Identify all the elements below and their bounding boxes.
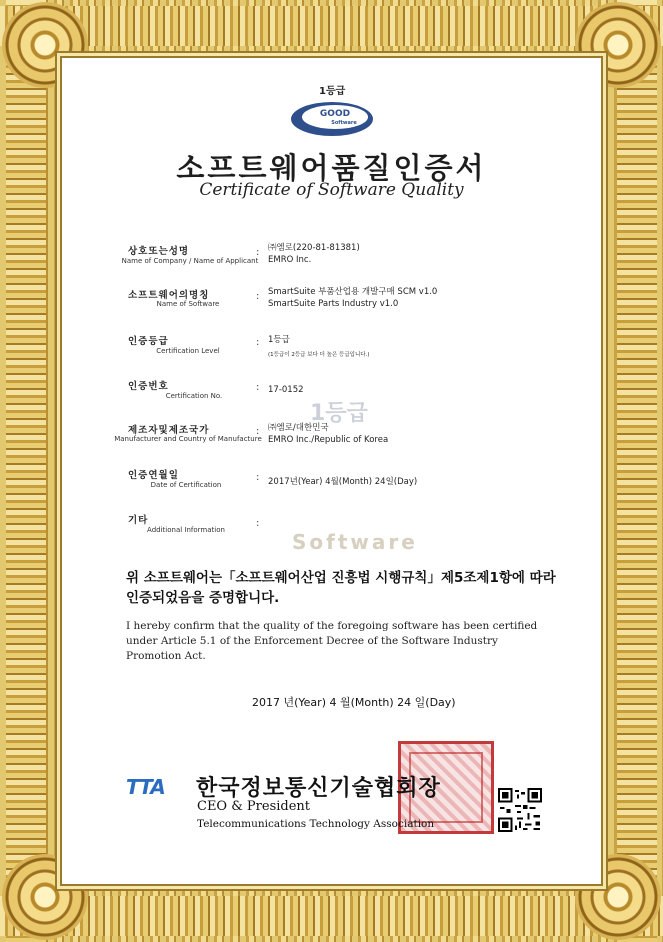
ceo-title: CEO & President xyxy=(197,799,311,814)
border-top-band xyxy=(0,6,663,46)
logo-main-text: GOOD xyxy=(319,109,351,119)
border-right-band xyxy=(617,0,657,942)
field-label-kr: 제조자및제조국가 xyxy=(128,425,210,436)
issue-date: 2017 년(Year) 4 월(Month) 24 일(Day) xyxy=(252,696,456,709)
field-value-note: (1등급이 2등급 보다 더 높은 등급입니다.) xyxy=(268,352,370,358)
field-value: 17-0152 xyxy=(268,385,304,395)
border-left-band xyxy=(6,0,46,942)
field-label-en: Date of Certification xyxy=(150,481,222,489)
grade-label: 1등급 xyxy=(319,86,346,97)
statement-english: I hereby confirm that the quality of the foregoing software has been certified under Article 5.1 of the Enforcement Decree of the Software Industry Promotion Act. xyxy=(126,620,538,662)
field-label-en: Certification No. xyxy=(165,392,223,400)
colon: : xyxy=(256,247,260,258)
title-english: Certificate of Software Quality xyxy=(199,180,464,200)
border-bottom-band xyxy=(0,896,663,936)
colon: : xyxy=(256,518,260,529)
title-korean: 소프트웨어품질인증서 xyxy=(176,151,487,185)
statement-korean: 위 소프트웨어는「소프트웨어산업 진흥법 시행규칙」제5조제1항에 따라 인증되었음을 증명합니다. xyxy=(126,570,556,606)
field-value: ㈜엠로/대한민국 xyxy=(268,423,329,433)
field-value: 1등급 xyxy=(268,335,290,345)
field-value: ㈜엠로(220-81-81381) xyxy=(268,243,360,253)
logo-sub-text: Software xyxy=(331,120,357,126)
field-label-en: Manufacturer and Country of Manufacture xyxy=(114,435,262,443)
colon: : xyxy=(256,291,260,302)
colon: : xyxy=(256,382,260,393)
field-label-kr: 인증번호 xyxy=(128,381,169,392)
colon: : xyxy=(256,426,260,437)
colon: : xyxy=(256,472,260,483)
field-label-kr: 소프트웨어의명칭 xyxy=(128,290,210,301)
field-value: SmartSuite Parts Industry v1.0 xyxy=(268,299,399,309)
field-value: EMRO Inc. xyxy=(268,255,312,265)
field-value: EMRO Inc./Republic of Korea xyxy=(268,435,389,445)
field-label-kr: 인증등급 xyxy=(128,336,169,347)
field-label-en: Certification Level xyxy=(156,347,220,355)
field-label-kr: 인증연월일 xyxy=(128,470,179,481)
field-label-en: Name of Company / Name of Applicant xyxy=(121,257,259,265)
field-label-kr: 상호또는성명 xyxy=(128,246,190,257)
software-watermark: Software xyxy=(292,530,418,554)
qr-code-icon xyxy=(498,788,542,832)
organization-name-english: Telecommunications Technology Association xyxy=(197,818,435,830)
grade-stamp-watermark: 1등급 xyxy=(310,401,368,426)
field-label-en: Additional Information xyxy=(147,526,225,534)
tta-logo: TTA xyxy=(126,775,165,799)
colon: : xyxy=(256,337,260,348)
field-value: SmartSuite 부품산업용 개발구매 SCM v1.0 xyxy=(268,287,438,297)
field-value: 2017년(Year) 4월(Month) 24일(Day) xyxy=(268,477,418,487)
field-label-kr: 기타 xyxy=(128,515,149,526)
good-software-logo-icon xyxy=(289,97,375,139)
organization-name-korean: 한국정보통신기술협회장 xyxy=(196,776,441,801)
field-label-en: Name of Software xyxy=(156,300,220,308)
